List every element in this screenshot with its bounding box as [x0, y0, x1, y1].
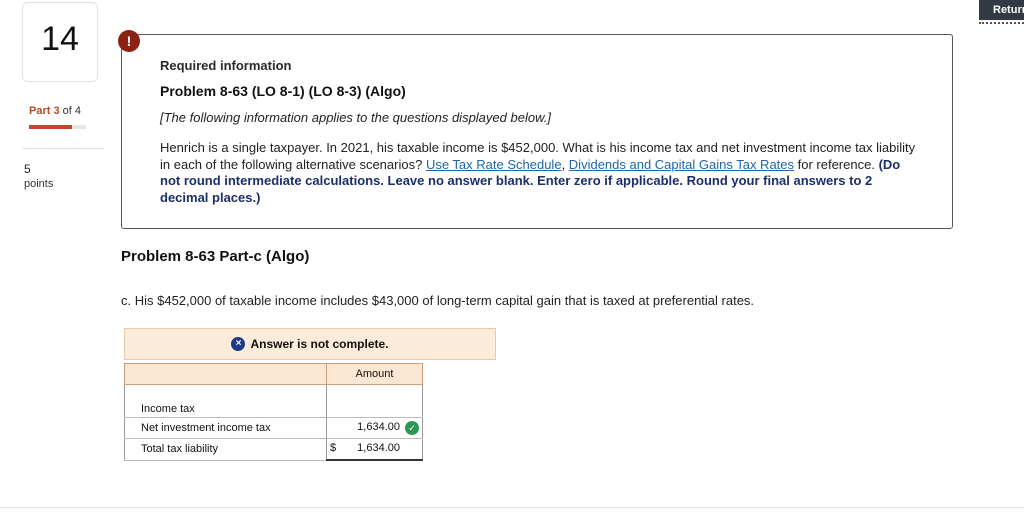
- table-header-row: [125, 364, 423, 385]
- required-info-title: Required information: [160, 58, 292, 73]
- part-indicator: [29, 105, 81, 117]
- dividends-capital-gains-link[interactable]: Dividends and Capital Gains Tax Rates: [568, 156, 795, 172]
- part-progress-fill: [29, 125, 72, 129]
- problem-description: [160, 140, 920, 206]
- table-row: [125, 439, 423, 461]
- niit-input[interactable]: [327, 418, 423, 439]
- footer-divider: [0, 507, 1024, 508]
- header-amount: Amount: [327, 364, 423, 385]
- instructions-text: (Do not round intermediate calculations. Leave no answer blank. Enter zero if applicable. Round your final answers to 2 decimal places.): [160, 156, 901, 205]
- answer-status-text: Answer is not complete.: [250, 337, 389, 351]
- reference-text: for reference.: [794, 156, 879, 172]
- points-value: 5: [24, 162, 31, 176]
- question-number-box: [22, 2, 98, 82]
- table-row: [125, 418, 423, 439]
- table-row: [125, 385, 423, 418]
- question-number: 14: [41, 19, 79, 58]
- row-label-total: Total tax liability: [125, 439, 327, 461]
- info-note: [The following information applies to the questions displayed below.]: [160, 110, 551, 125]
- points-label: points: [24, 178, 54, 190]
- answer-status-banner: [124, 328, 496, 360]
- link-separator: ,: [561, 156, 569, 172]
- return-button[interactable]: Return: [979, 0, 1024, 20]
- tax-rate-schedule-link[interactable]: Use Tax Rate Schedule: [425, 156, 562, 172]
- total-tax-value: 1,634.00: [357, 442, 400, 454]
- answer-table: [124, 363, 423, 461]
- part-current: Part 3: [29, 105, 60, 117]
- correct-check-icon: ✓: [405, 421, 419, 435]
- description-text: Henrich is a single taxpayer. In 2021, his taxable income is $452,000. What is his income tax and net investment income tax liability in each of the following alternative scenarios?: [160, 140, 916, 172]
- part-title: Problem 8-63 Part-c (Algo): [121, 248, 310, 265]
- part-total: of 4: [62, 105, 81, 117]
- income-tax-input[interactable]: [327, 385, 423, 418]
- niit-value: 1,634.00: [357, 421, 400, 433]
- currency-symbol: $: [330, 442, 337, 454]
- left-divider: [22, 148, 104, 149]
- total-tax-input[interactable]: [327, 439, 423, 461]
- part-question-text: c. His $452,000 of taxable income includes $43,000 of long-term capital gain that is taxed at preferential rates.: [121, 293, 755, 308]
- row-label-niit: Net investment income tax: [125, 418, 327, 439]
- part-progress-bar: [29, 125, 86, 129]
- incomplete-x-icon: ×: [231, 337, 245, 351]
- header-blank-cell: [125, 364, 327, 385]
- return-focus-outline: [979, 22, 1024, 24]
- alert-icon: !: [118, 30, 140, 52]
- problem-title: Problem 8-63 (LO 8-1) (LO 8-3) (Algo): [160, 83, 406, 99]
- row-label-income-tax: Income tax: [125, 385, 327, 418]
